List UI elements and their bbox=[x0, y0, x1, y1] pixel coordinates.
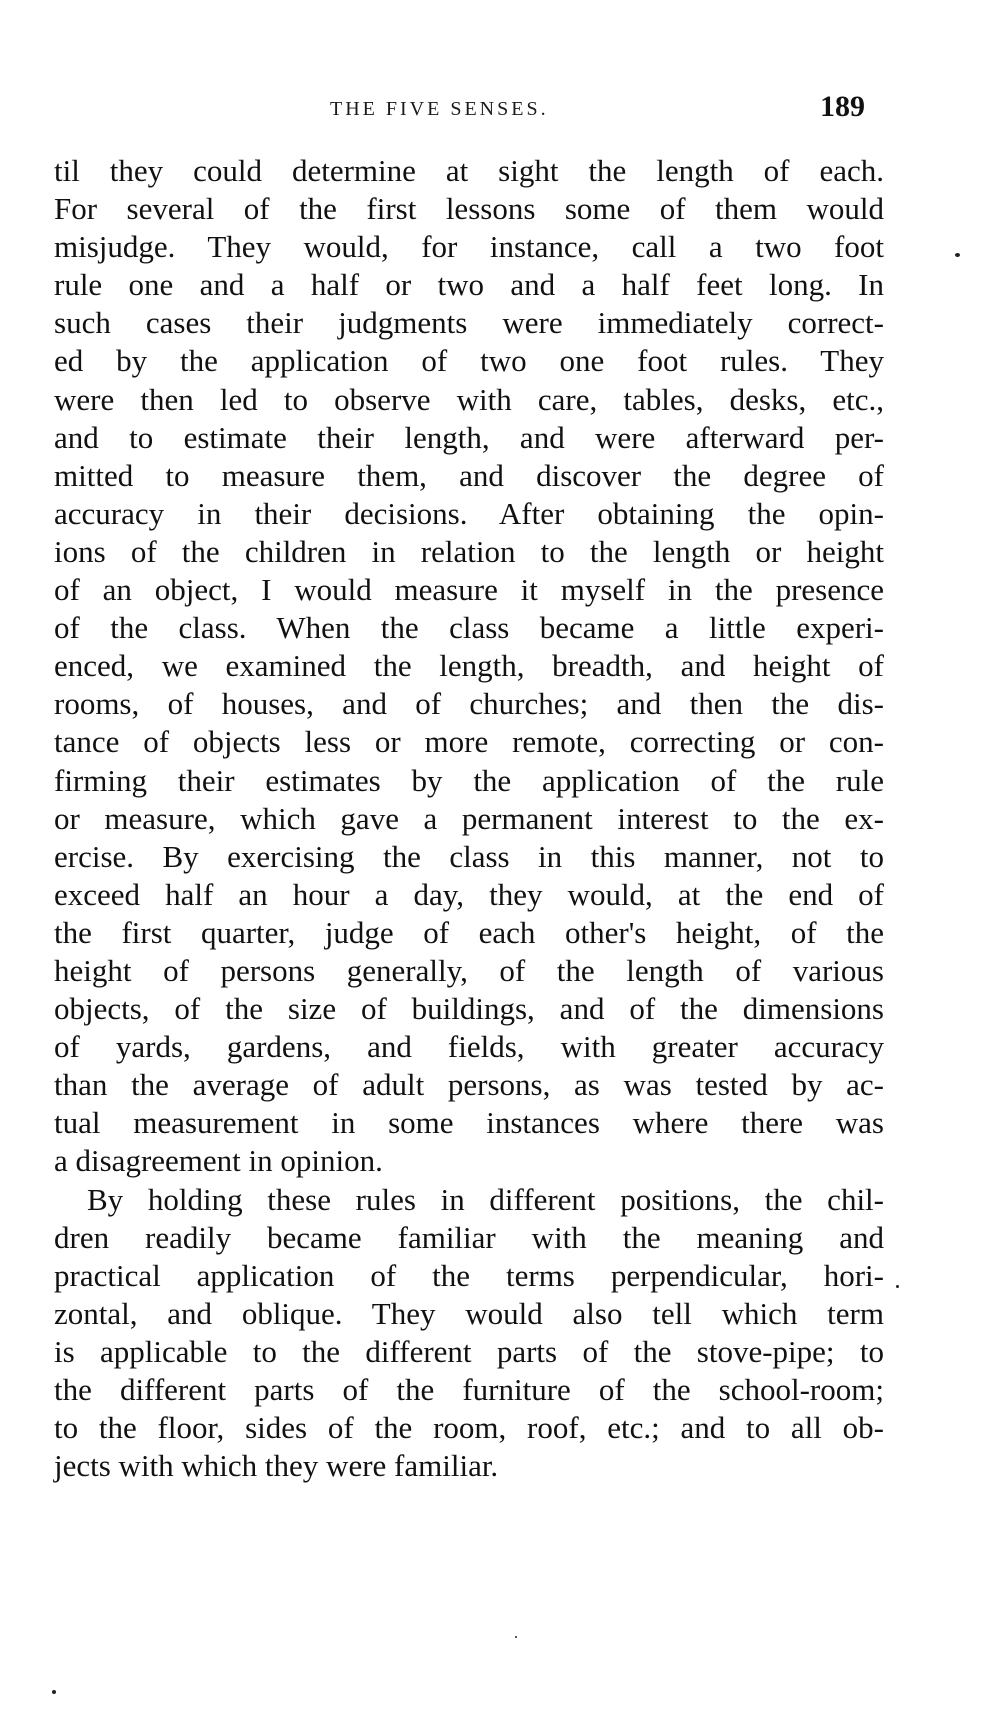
ink-speck bbox=[52, 1690, 56, 1694]
text-line: enced, we examined the length, breadth, and height of bbox=[54, 648, 884, 684]
text-line: rooms, of houses, and of churches; and then the dis- bbox=[54, 686, 884, 722]
page-number: 189 bbox=[820, 90, 865, 123]
text-line: misjudge. They would, for instance, call a two foot bbox=[54, 229, 884, 265]
text-line: objects, of the size of buildings, and of the dimensions bbox=[54, 991, 884, 1027]
text-line: such cases their judgments were immediately correct- bbox=[54, 305, 884, 341]
ink-speck bbox=[896, 1285, 899, 1288]
ink-speck bbox=[955, 253, 960, 257]
text-line: accuracy in their decisions. After obtaining the opin- bbox=[54, 495, 884, 531]
text-line: mitted to measure them, and discover the degree of bbox=[54, 457, 884, 493]
text-line: ed by the application of two one foot rules. They bbox=[54, 343, 884, 379]
text-line: the different parts of the furniture of the school-room; bbox=[54, 1372, 884, 1407]
text-line: rule one and a half or two and a half feet long. In bbox=[54, 267, 884, 303]
text-line: firming their estimates by the application of the rule bbox=[54, 762, 884, 798]
text-line: of yards, gardens, and fields, with greater accuracy bbox=[54, 1029, 884, 1065]
body-text bbox=[54, 152, 884, 1485]
ink-speck bbox=[515, 1636, 517, 1638]
running-title: THE FIVE SENSES. bbox=[330, 98, 549, 120]
text-line: the first quarter, judge of each other's height, of the bbox=[54, 914, 884, 950]
text-line: For several of the first lessons some of them would bbox=[54, 191, 884, 227]
text-line: were then led to observe with care, tables, desks, etc., bbox=[54, 381, 884, 417]
text-line: zontal, and oblique. They would also tell which term bbox=[54, 1295, 884, 1331]
text-line: to the floor, sides of the room, roof, etc.; and to all ob- bbox=[54, 1410, 884, 1446]
text-line: tance of objects less or more remote, correcting or con- bbox=[54, 724, 884, 760]
text-line: practical application of the terms perpendicular, hori- bbox=[54, 1257, 884, 1293]
text-line: dren readily became familiar with the meaning and bbox=[54, 1219, 884, 1255]
text-line: til they could determine at sight the length of each. bbox=[54, 153, 884, 188]
paragraph-2 bbox=[54, 1181, 884, 1486]
text-line: a disagreement in opinion. bbox=[54, 1143, 383, 1179]
text-line: exceed half an hour a day, they would, at the end of bbox=[54, 876, 884, 912]
text-line: ions of the children in relation to the length or height bbox=[54, 533, 884, 569]
text-line: ercise. By exercising the class in this manner, not to bbox=[54, 838, 884, 874]
paragraph-1 bbox=[54, 152, 884, 1181]
text-line: is applicable to the different parts of the stove-pipe; to bbox=[54, 1333, 884, 1369]
text-line: tual measurement in some instances where there was bbox=[54, 1105, 884, 1141]
text-line: and to estimate their length, and were afterward per- bbox=[54, 419, 884, 455]
text-line: of the class. When the class became a little experi- bbox=[54, 610, 884, 646]
text-line: By holding these rules in different positions, the chil- bbox=[87, 1181, 884, 1217]
text-line: height of persons generally, of the length of various bbox=[54, 952, 884, 988]
text-line: or measure, which gave a permanent interest to the ex- bbox=[54, 800, 884, 836]
text-line: than the average of adult persons, as was tested by ac- bbox=[54, 1067, 884, 1103]
text-line: jects with which they were familiar. bbox=[54, 1448, 499, 1484]
text-line: of an object, I would measure it myself in the presence bbox=[54, 572, 884, 608]
